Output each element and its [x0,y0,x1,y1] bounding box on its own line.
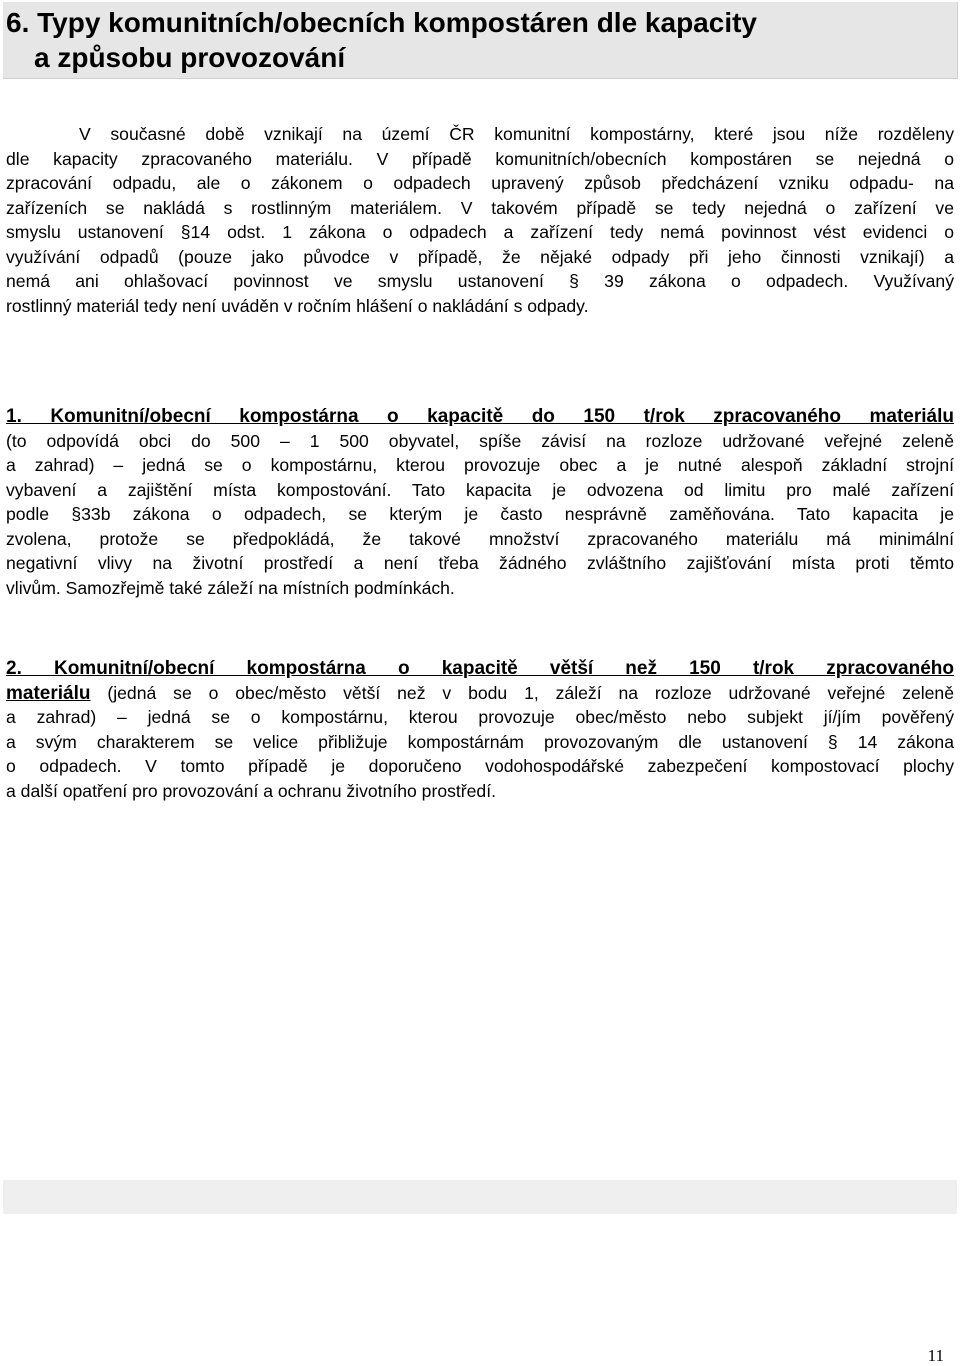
intro-paragraph [6,122,954,318]
section-heading-line-1: 6. Typy komunitních/obecních kompostáren dle kapacity [6,7,757,38]
section-2-title-line [6,656,954,681]
section-1-line: negativní vlivy na životní prostředí a není třeba žádného zvláštního zajišťování místa proti těmto [6,553,954,573]
section-1-line: a zahrad) – jedná se o kompostárnu, kterou provozuje obec a je nutné alespoň základní strojní [6,455,954,475]
section-1-line: podle §33b zákona o odpadech, se kterým je často nesprávně zaměňována. Tato kapacita je [6,504,954,524]
intro-line: zpracování odpadu, ale o zákonem o odpadech upravený způsob předcházení vzniku odpadu- na [6,173,954,193]
section-2 [6,656,954,803]
section-1 [6,404,954,600]
section-1-line: zvolena, protože se předpokládá, že takové množství zpracovaného materiálu má minimální [6,528,954,549]
section-2-line: a zahrad) – jedná se o kompostárnu, kterou provozuje obec/město nebo subjekt jí/jím pověřený [6,707,954,727]
section-2-line-text: (jedná se o obec/město větší než v bodu 1, záleží na rozloze udržované veřejné zeleně [90,682,954,703]
section-1-title-line [6,404,954,429]
intro-line: nemá ani ohlašovací povinnost ve smyslu ustanovení § 39 zákona o odpadech. Využívaný [6,271,954,291]
intro-line: smyslu ustanovení §14 odst. 1 zákona o odpadech a zařízení tedy nemá povinnost vést evidenci o [6,222,954,242]
intro-line: využívání odpadů (pouze jako původce v případě, že nějaké odpady při jeho činnosti vznikají) a [6,246,954,267]
section-heading-line-2: a způsobu provozování [34,42,346,73]
section-1-line: vlivům. Samozřejmě také záleží na místních podmínkách. [6,577,455,598]
intro-line: rostlinný materiál tedy není uváděn v ročním hlášení o nakládání s odpady. [6,295,589,316]
section-2-title: 2. Komunitní/obecní kompostárna o kapacitě větší než 150 t/rok zpracovaného [6,658,954,679]
section-1-line: (to odpovídá obci do 500 – 1 500 obyvatel, spíše závisí na rozloze udržované veřejné zeleně [6,430,954,451]
section-1-title: 1. Komunitní/obecní kompostárna o kapacitě do 150 t/rok zpracovaného materiálu [6,406,954,427]
section-2-line: o odpadech. V tomto případě je doporučeno vodohospodářské zabezpečení kompostovací plochy [6,756,954,776]
section-2-line: a další opatření pro provozování a ochranu životního prostředí. [6,780,496,801]
page-number: 11 [927,1346,944,1365]
footer-band [3,1180,957,1214]
intro-line: V současné době vznikají na území ČR komunitní kompostárny, které jsou níže rozděleny [79,124,954,144]
section-2-line [6,681,954,706]
intro-line: zařízeních se nakládá s rostlinným materiálem. V takovém případě se tedy nejedná o zařízení ve [6,197,954,218]
intro-line: dle kapacity zpracovaného materiálu. V případě komunitních/obecních kompostáren se nejedná o [6,148,954,169]
section-1-line: vybavení a zajištění místa kompostování. Tato kapacita je odvozena od limitu pro malé zařízení [6,479,954,500]
section-2-title-end: materiálu [6,682,91,704]
section-2-line: a svým charakterem se velice přibližuje kompostárnám provozovaným dle ustanovení § 14 zákona [6,731,954,752]
